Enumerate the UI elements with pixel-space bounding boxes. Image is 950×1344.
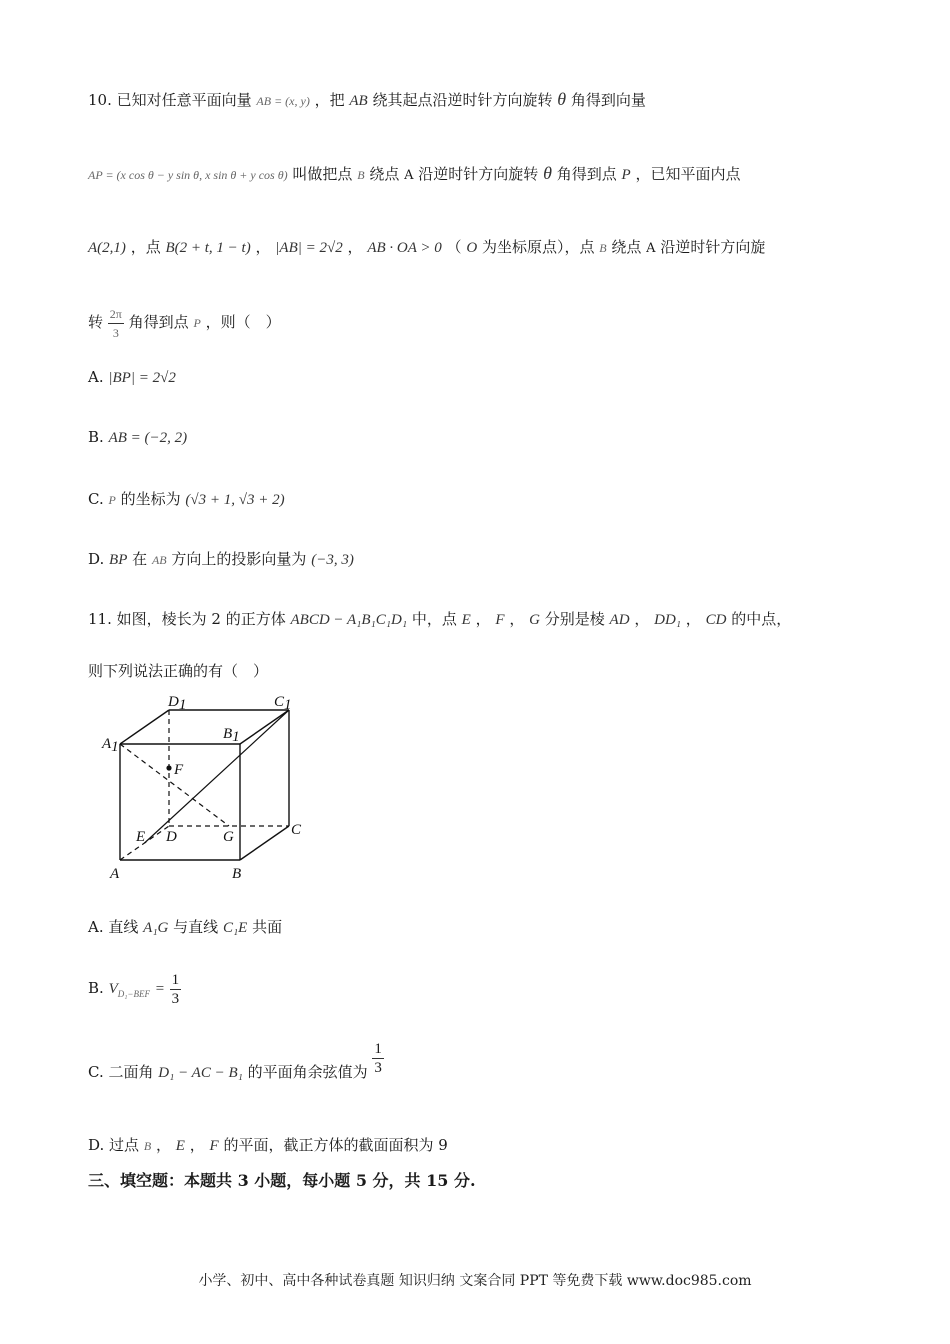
q11-option-b[interactable]: B. $V_{D_1-BEF}$ = $\frac{1}{3}$: [88, 971, 180, 1007]
label-d: D: [166, 829, 177, 845]
label-a1: A1: [102, 736, 119, 755]
section-3-heading: 三、填空题：本题共 3 小题，每小题 5 分，共 15 分.: [88, 1171, 476, 1190]
q10-line-3: A(2,1) ，点 B(2 + t, 1 − t) ， |AB| = 2√2 ， AB · OA > 0 （ O 为坐标原点），点 B 绕点 A 沿逆时针方向旋: [88, 238, 766, 256]
fraction-2pi-3: $\frac{2\pi}{3}$: [109, 306, 122, 340]
q11-option-d[interactable]: D. 过点 B ， E ， F 的平面，截正方体的截面面积为 9: [88, 1136, 448, 1154]
edge-b1-c1: [240, 710, 289, 744]
page-footer: 小学、初中、高中各种试卷真题 知识归纳 文案合同 PPT 等免费下载 www.doc985.com: [198, 1273, 752, 1289]
q10-line-2: AP = (x cos θ − y sin θ, x sin θ + y cos θ) 叫做把点 B 绕点 A 沿逆时针方向旋转 θ 角得到点 P ，已知平面内点: [88, 163, 741, 183]
point-f: [166, 765, 171, 770]
q11-option-c[interactable]: C. 二面角 D₁ − AC − B₁ 的平面角余弦值为 $\frac{1}{3}$: [88, 1041, 382, 1081]
label-e: E: [136, 829, 146, 845]
q10-line-1: 10. 已知对任意平面向量 AB = (x, y) ，把 AB 绕其起点沿逆时针方向旋转 θ 角得到向量: [88, 89, 646, 109]
segment-c1-e: [145, 710, 290, 843]
segment-a1-g: [120, 744, 229, 826]
fraction-1-3-c: $\frac{1}{3}$: [374, 1041, 382, 1076]
label-b: B: [232, 866, 242, 882]
q11-line-1: 11. 如图，棱长为 2 的正方体 ABCD − A₁B₁C₁D₁ 中，点 E ， F ， G 分别是棱 AD ， DD₁ ， CD 的中点，: [88, 610, 792, 628]
label-g: G: [223, 829, 234, 845]
label-c1: C1: [274, 694, 292, 713]
fraction-1-3: $\frac{1}{3}$: [171, 971, 180, 1007]
edge-b-c: [240, 826, 289, 860]
q10-option-a[interactable]: A. |BP| = 2√2: [88, 368, 176, 386]
q10-option-c[interactable]: C. P 的坐标为 (√3 + 1, √3 + 2): [88, 490, 285, 508]
q10-line-4: 转 $\frac{2\pi}{3}$ 角得到点 P ，则（ ）: [88, 306, 281, 340]
label-a: A: [110, 866, 120, 882]
label-c: C: [291, 822, 302, 838]
math-ab-def: AB = (x, y): [256, 94, 310, 108]
q10-option-b[interactable]: B. AB = (−2, 2): [88, 428, 188, 446]
label-d1: D1: [168, 694, 187, 713]
label-f: F: [174, 762, 184, 778]
cube-figure: [98, 688, 318, 884]
label-b1: B1: [223, 726, 240, 745]
edge-a1-d1: [120, 710, 169, 744]
q11-line-2: 则下列说法正确的有（ ）: [88, 662, 269, 680]
q10-option-d[interactable]: D. BP 在 AB 方向上的投影向量为 (−3, 3): [88, 550, 354, 568]
q11-option-a[interactable]: A. 直线 A₁G 与直线 C₁E 共面: [88, 918, 283, 936]
math-ap-formula: AP = (x cos θ − y sin θ, x sin θ + y cos θ): [88, 168, 288, 182]
